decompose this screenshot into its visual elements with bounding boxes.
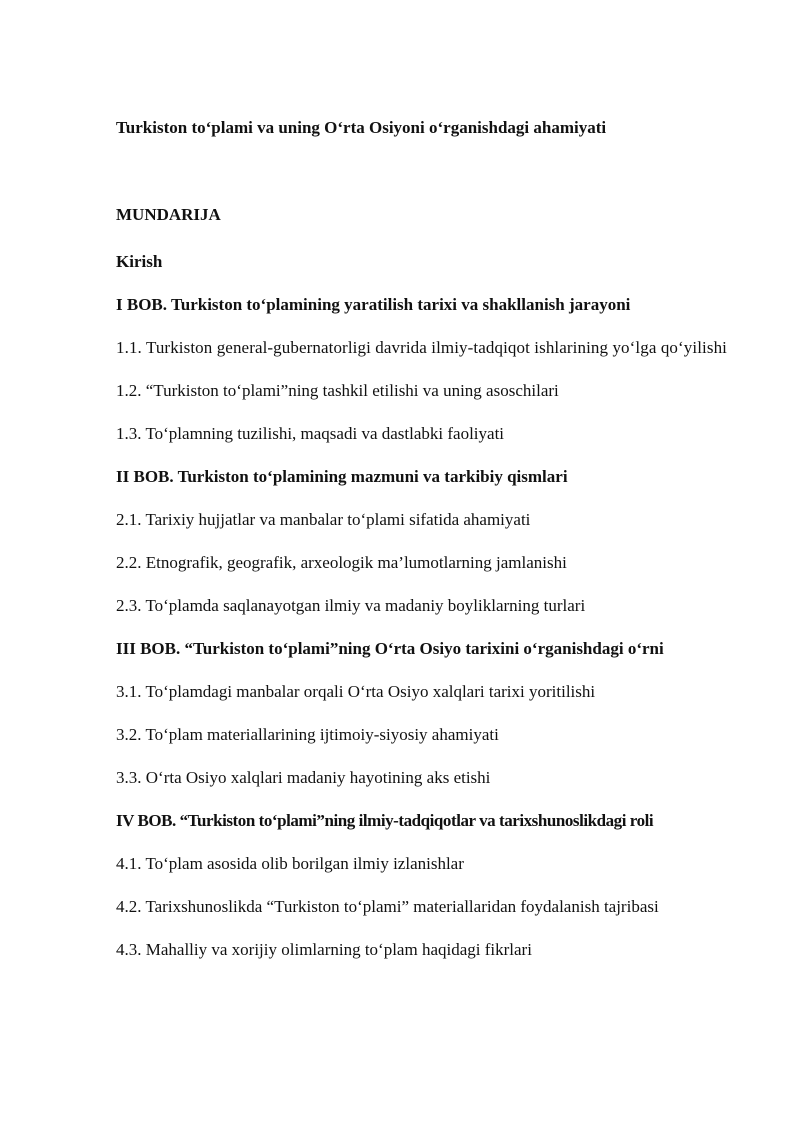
toc-section-3-3: 3.3. O‘rta Osiyo xalqlari madaniy hayotining aks etishi <box>116 768 491 787</box>
toc-chapter-1: I BOB. Turkiston to‘plamining yaratilish tarixi va shakllanish jarayoni <box>116 295 631 314</box>
toc-chapter-4: IV BOB. “Turkiston to‘plami”ning ilmiy-tadqiqotlar va tarixshunoslikdagi roli <box>116 811 654 830</box>
toc-section-2-1: 2.1. Tarixiy hujjatlar va manbalar to‘plami sifatida ahamiyati <box>116 510 531 529</box>
toc-section-2-3: 2.3. To‘plamda saqlanayotgan ilmiy va madaniy boyliklarning turlari <box>116 596 586 615</box>
toc-chapter-2: II BOB. Turkiston to‘plamining mazmuni va tarkibiy qismlari <box>116 467 568 486</box>
toc-section-4-3: 4.3. Mahalliy va xorijiy olimlarning to‘plam haqidagi fikrlari <box>116 940 532 959</box>
toc-section-3-1: 3.1. To‘plamdagi manbalar orqali O‘rta Osiyo xalqlari tarixi yoritilishi <box>116 682 596 701</box>
toc-section-3-2: 3.2. To‘plam materiallarining ijtimoiy-siyosiy ahamiyati <box>116 725 499 744</box>
toc-section-1-2: 1.2. “Turkiston to‘plami”ning tashkil etilishi va uning asoschilari <box>116 381 559 400</box>
toc-section-1-1: 1.1. Turkiston general-gubernatorligi davrida ilmiy-tadqiqot ishlarining yo‘lga qo‘yilishi <box>116 338 727 357</box>
toc-chapter-3: III BOB. “Turkiston to‘plami”ning O‘rta Osiyo tarixini o‘rganishdagi o‘rni <box>116 639 664 658</box>
toc-section-4-1: 4.1. To‘plam asosida olib borilgan ilmiy izlanishlar <box>116 854 464 873</box>
toc-item-intro: Kirish <box>116 252 163 271</box>
toc-section-4-2: 4.2. Tarixshunoslikda “Turkiston to‘plami” materiallaridan foydalanish tajribasi <box>116 897 659 916</box>
table-of-contents <box>116 248 744 979</box>
document-title: Turkiston to‘plami va uning O‘rta Osiyoni o‘rganishdagi ahamiyati <box>116 118 607 137</box>
toc-heading: MUNDARIJA <box>116 205 221 224</box>
toc-section-1-3: 1.3. To‘plamning tuzilishi, maqsadi va dastlabki faoliyati <box>116 424 505 443</box>
toc-section-2-2: 2.2. Etnografik, geografik, arxeologik ma’lumotlarning jamlanishi <box>116 553 567 572</box>
